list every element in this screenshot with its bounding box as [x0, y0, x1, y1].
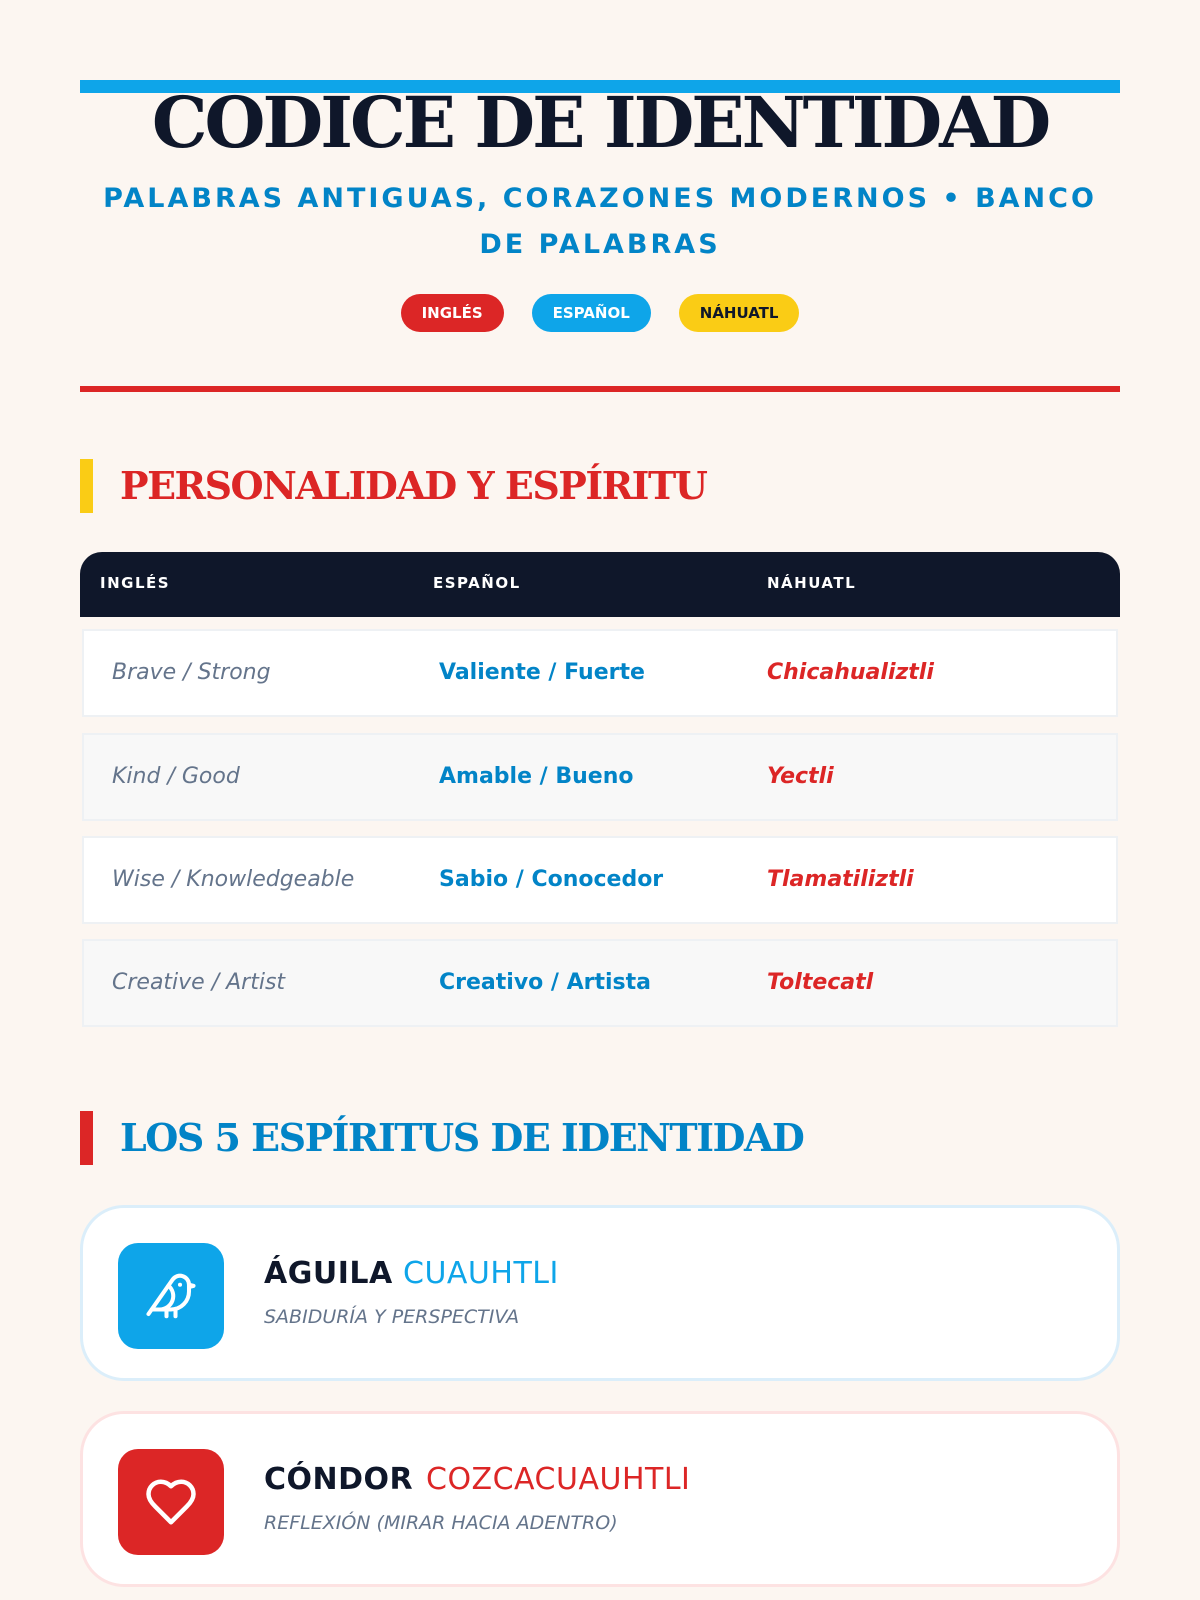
legend-pill-english: INGLÉS — [401, 294, 504, 332]
cell-nahuatl: Tlamatiliztli — [767, 867, 914, 892]
column-header-spanish: ESPAÑOL — [433, 574, 521, 592]
section-heading-spirits — [80, 1111, 1120, 1165]
section-accent-bar — [80, 1111, 93, 1165]
table-header — [80, 552, 1120, 617]
cell-english: Creative / Artist — [112, 970, 286, 995]
heart-icon — [118, 1449, 224, 1555]
cell-spanish: Valiente / Fuerte — [439, 660, 645, 685]
section-heading-personality — [80, 459, 1120, 513]
section-accent-bar — [80, 459, 93, 513]
cell-english: Wise / Knowledgeable — [112, 867, 355, 892]
language-legend — [80, 294, 1120, 332]
spirit-name: ÁGUILA — [264, 1256, 393, 1291]
cell-nahuatl: Toltecatl — [767, 970, 874, 995]
table-row — [82, 939, 1118, 1027]
table-row — [82, 836, 1118, 924]
page-title: CODICE DE IDENTIDAD — [151, 81, 1049, 164]
header-divider — [80, 386, 1120, 392]
column-header-nahuatl: NÁHUATL — [767, 574, 857, 592]
spirit-nahuatl-name: CUAUHTLI — [403, 1256, 559, 1291]
cell-spanish: Sabio / Conocedor — [439, 867, 664, 892]
cell-english: Kind / Good — [112, 764, 240, 789]
spirit-description: SABIDURÍA Y PERSPECTIVA — [264, 1306, 520, 1328]
column-header-english: INGLÉS — [100, 574, 171, 592]
table-row — [82, 733, 1118, 821]
spirit-card-condor[interactable] — [80, 1411, 1120, 1587]
spirit-nahuatl-name: COZCACUAUHTLI — [426, 1462, 691, 1497]
table-row — [82, 629, 1118, 717]
cell-nahuatl: Yectli — [767, 764, 834, 789]
legend-pill-nahuatl: NÁHUATL — [679, 294, 800, 332]
cell-spanish: Creativo / Artista — [439, 970, 652, 995]
legend-pill-spanish: ESPAÑOL — [532, 294, 651, 332]
section-title: PERSONALIDAD Y ESPÍRITU — [120, 463, 707, 508]
cell-english: Brave / Strong — [112, 660, 271, 685]
spirit-description: REFLEXIÓN (MIRAR HACIA ADENTRO) — [264, 1512, 618, 1534]
spirit-name: CÓNDOR — [264, 1462, 414, 1497]
cell-nahuatl: Chicahualiztli — [767, 660, 934, 685]
bird-icon — [118, 1243, 224, 1349]
spirit-card-aguila[interactable] — [80, 1205, 1120, 1381]
page-subtitle: PALABRAS ANTIGUAS, CORAZONES MODERNOS • BANCO DE PALABRAS — [103, 183, 1097, 260]
cell-spanish: Amable / Bueno — [439, 764, 634, 789]
section-title: LOS 5 ESPÍRITUS DE IDENTIDAD — [120, 1115, 804, 1160]
